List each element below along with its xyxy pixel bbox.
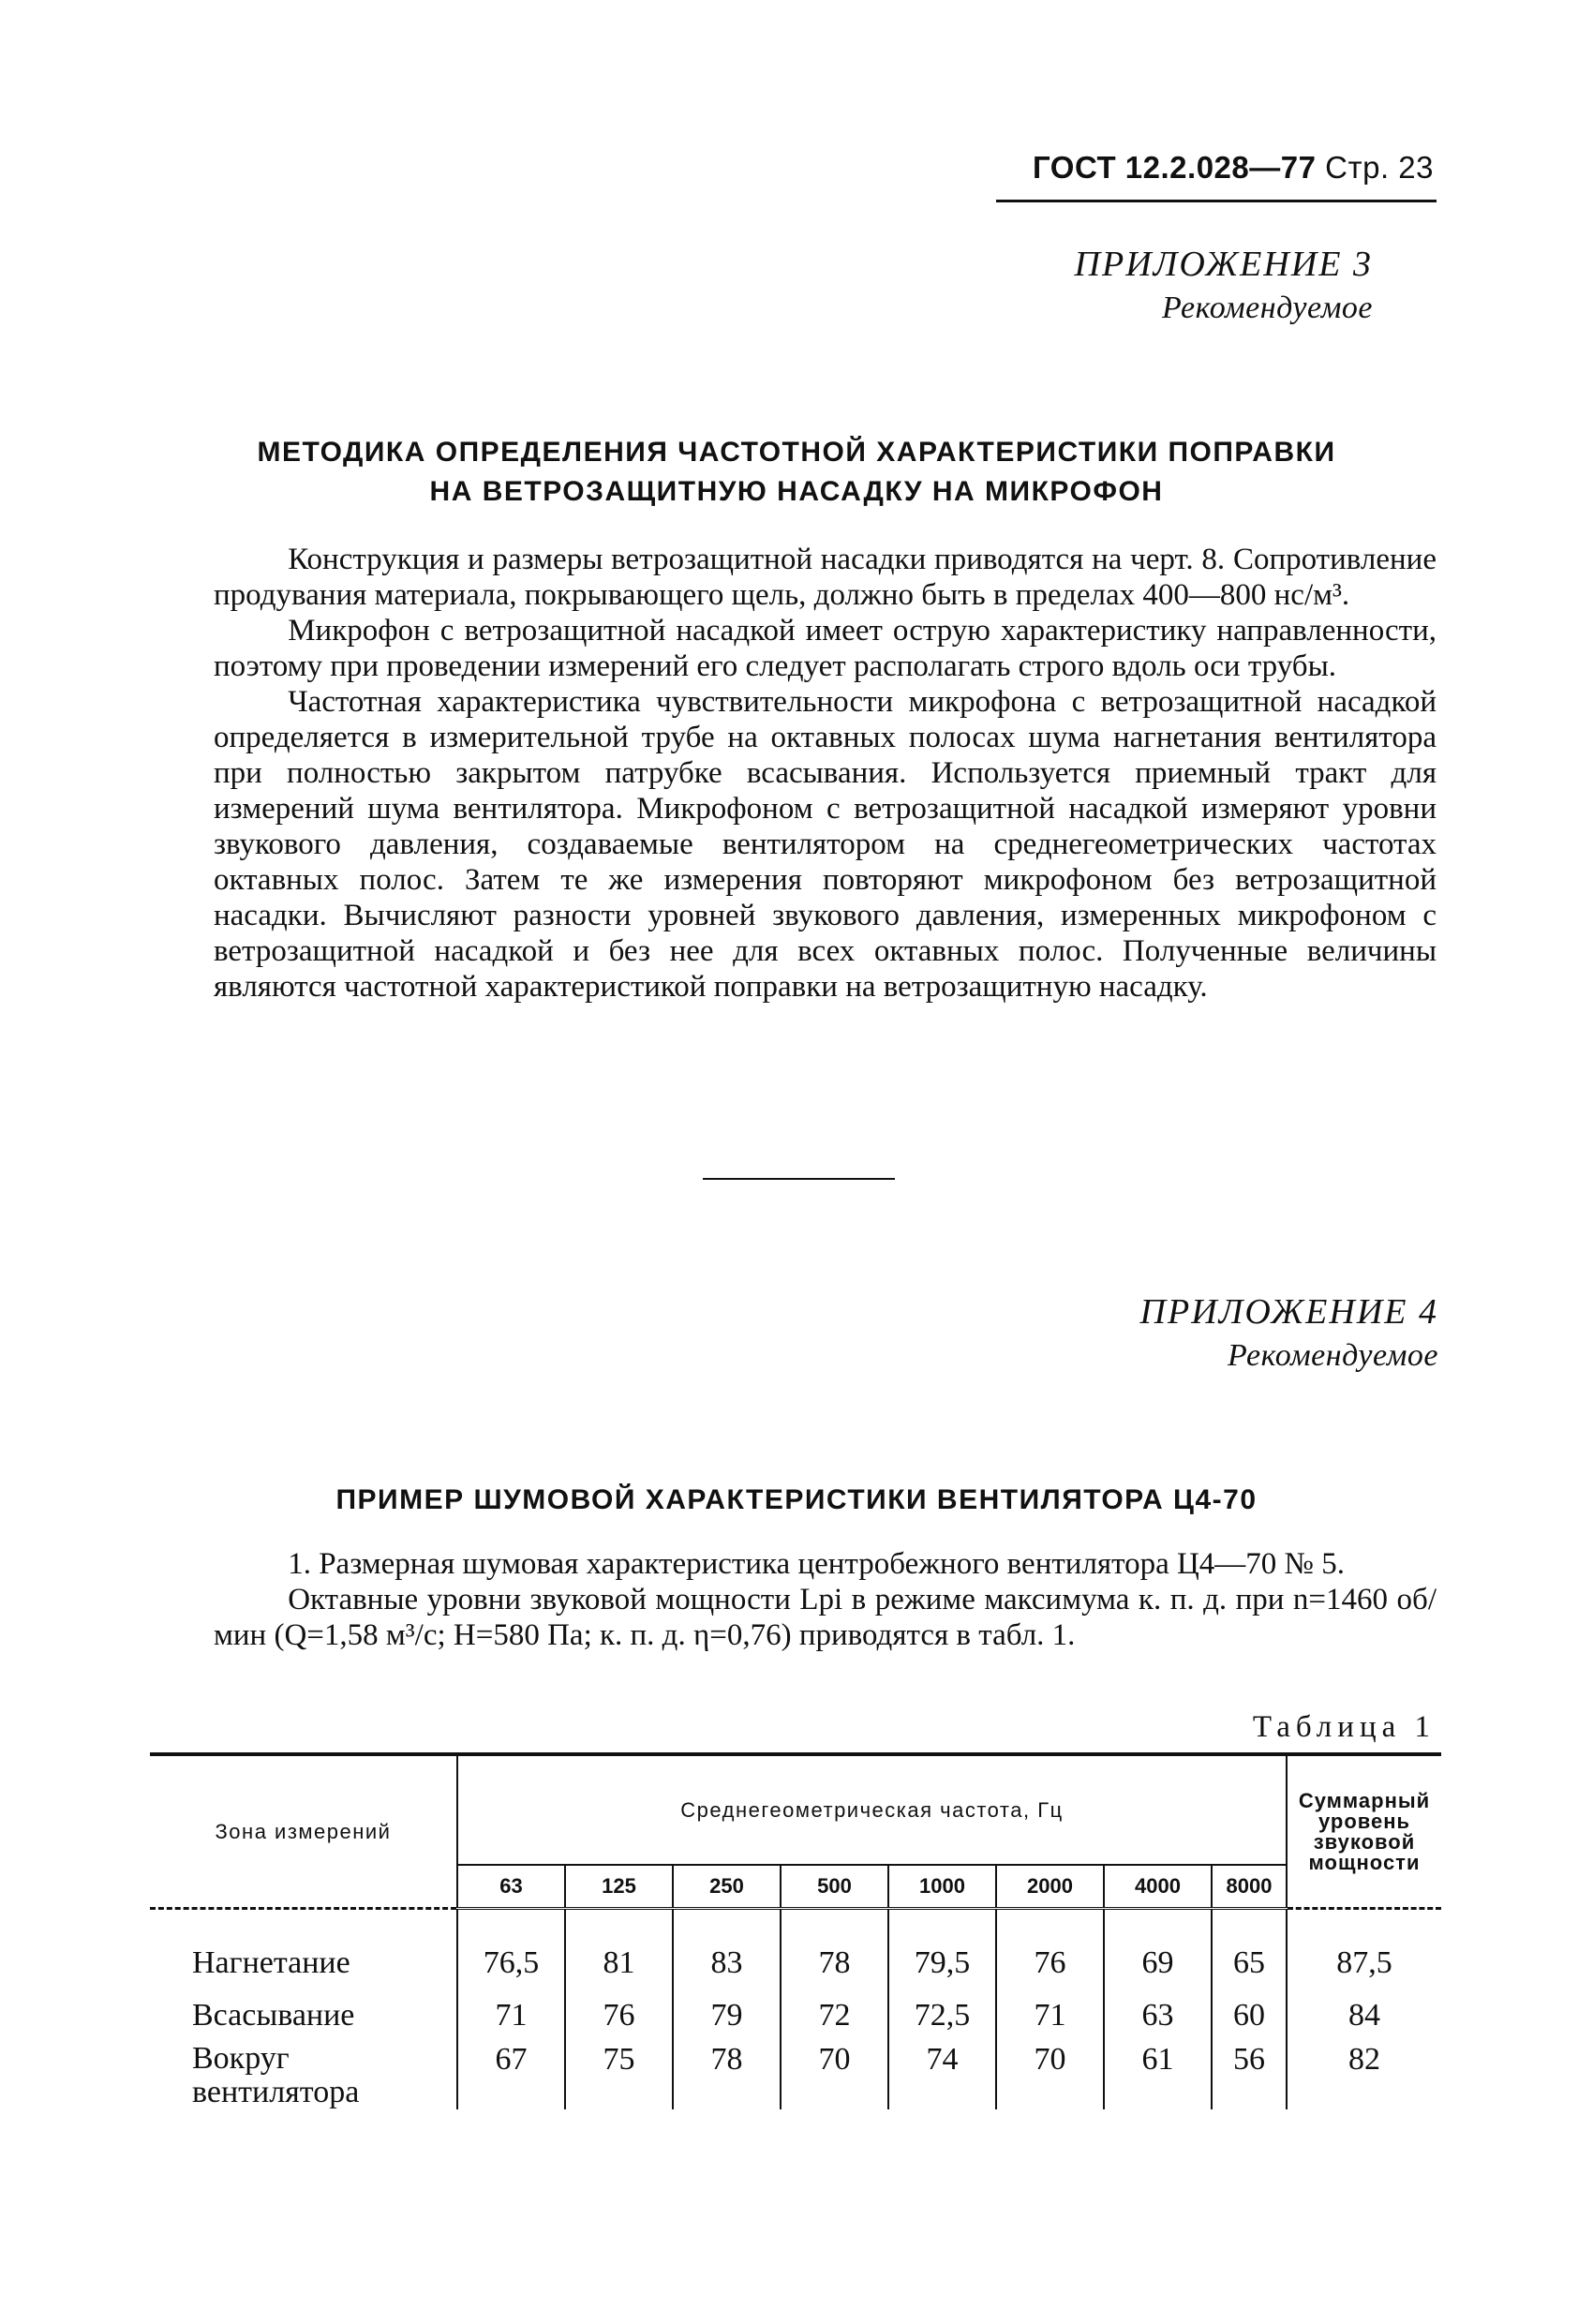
paragraph: Микрофон с ветрозащитной насадкой имеет острую характеристику направленности, поэтому при проведении измерений его следует располагать строго вдоль оси трубы. xyxy=(214,614,1437,683)
value-cell: 70 xyxy=(996,2042,1104,2109)
value-cell: 67 xyxy=(457,2042,565,2109)
value-cell: 79,5 xyxy=(888,1937,996,1989)
appendix-3-body xyxy=(214,542,1437,1005)
value-cell: 79 xyxy=(673,1989,781,2042)
value-cell: 72 xyxy=(781,1989,888,2042)
total-cell: 82 xyxy=(1287,2042,1441,2109)
appendix-4-body xyxy=(214,1546,1437,1653)
table-row xyxy=(150,2042,1441,2109)
zone-cell: Всасывание xyxy=(192,1997,355,2033)
value-cell: 72,5 xyxy=(888,1989,996,2042)
zone-cell: Нагнетание xyxy=(192,1944,350,1980)
header-rule xyxy=(996,200,1437,202)
value-cell: 78 xyxy=(673,2042,781,2109)
value-cell: 83 xyxy=(673,1937,781,1989)
total-cell: 84 xyxy=(1287,1989,1441,2042)
value-cell: 76,5 xyxy=(457,1937,565,1989)
frequency-cell: 8000 xyxy=(1212,1865,1287,1909)
appendix-3-label-block xyxy=(1075,246,1373,325)
paragraph: Конструкция и размеры ветрозащитной насадки приводятся на черт. 8. Сопротивление продувания материала, покрывающего щель, должно быть в пределах 400—800 нс/м³. xyxy=(214,543,1437,612)
value-cell: 81 xyxy=(565,1937,673,1989)
zone-header: Зона измерений xyxy=(150,1754,457,1909)
zone-cell: Вокруг вентилятора xyxy=(192,2040,360,2109)
frequency-cell: 63 xyxy=(457,1865,565,1909)
frequency-cell: 500 xyxy=(781,1865,888,1909)
value-cell: 56 xyxy=(1212,2042,1287,2109)
appendix-4-title: ПРИМЕР ШУМОВОЙ ХАРАКТЕРИСТИКИ ВЕНТИЛЯТОРА Ц4-70 xyxy=(335,1484,1258,1515)
paragraph: Октавные уровни звуковой мощности Lpi в режиме максимума к. п. д. при n=1460 об/мин (Q=1,58 м³/с; H=580 Па; к. п. д. η=0,76) приводятся в табл. 1. xyxy=(214,1583,1437,1652)
table-caption: Таблица 1 xyxy=(1252,1710,1436,1744)
value-cell: 61 xyxy=(1104,2042,1212,2109)
value-cell: 69 xyxy=(1104,1937,1212,1989)
value-cell: 76 xyxy=(565,1989,673,2042)
table-row xyxy=(150,1989,1441,2042)
section-divider xyxy=(703,1178,895,1180)
frequency-cell: 1000 xyxy=(888,1865,996,1909)
document-header xyxy=(1033,150,1434,186)
appendix-4-label: ПРИЛОЖЕНИЕ 4 xyxy=(1139,1292,1438,1332)
value-cell: 63 xyxy=(1104,1989,1212,2042)
appendix-3-label: ПРИЛОЖЕНИЕ 3 xyxy=(1074,245,1373,284)
appendix-3-title-line1: МЕТОДИКА ОПРЕДЕЛЕНИЯ ЧАСТОТНОЙ ХАРАКТЕРИСТИКИ ПОПРАВКИ xyxy=(257,437,1336,468)
frequency-cell: 125 xyxy=(565,1865,673,1909)
gost-number: ГОСТ 12.2.028—77 xyxy=(1033,150,1317,185)
frequency-cell: 2000 xyxy=(996,1865,1104,1909)
value-cell: 74 xyxy=(888,2042,996,2109)
frequency-header: Среднегеометрическая частота, Гц xyxy=(457,1754,1287,1865)
total-header: Суммарный уровень звуковой мощности xyxy=(1287,1754,1441,1909)
noise-table xyxy=(150,1752,1441,2109)
value-cell: 76 xyxy=(996,1937,1104,1989)
paragraph: 1. Размерная шумовая характеристика центробежного вентилятора Ц4—70 № 5. xyxy=(288,1547,1346,1581)
appendix-4-label-block xyxy=(1140,1293,1438,1373)
paragraph: Частотная характеристика чувствительности микрофона с ветрозащитной насадкой определяется в измерительной трубе на октавных полосах шума нагнетания вентилятора при полностью закрытом патрубке всасывания. Используется приемный тракт для измерений шума вентилятора. Микрофоном с ветрозащитной насадкой измеряют уровни звукового давления, создаваемые вентилятором на среднегеометрических частотах октавных полос. Затем те же измерения повторяют микрофоном без ветрозащитной насадки. Вычисляют разности уровней звукового давления, измеренных микрофоном с ветрозащитной насадкой и без нее для всех октавных полос. Полученные величины являются частотной характеристикой поправки на ветрозащитную насадку. xyxy=(214,685,1437,1004)
appendix-4-status: Рекомендуемое xyxy=(1228,1337,1438,1373)
value-cell: 70 xyxy=(781,2042,888,2109)
table-row xyxy=(150,1937,1441,1989)
value-cell: 60 xyxy=(1212,1989,1287,2042)
appendix-3-status: Рекомендуемое xyxy=(1162,290,1373,325)
total-cell: 87,5 xyxy=(1287,1937,1441,1989)
appendix-3-title-line2: НА ВЕТРОЗАЩИТНУЮ НАСАДКУ НА МИКРОФОН xyxy=(429,476,1164,507)
value-cell: 71 xyxy=(996,1989,1104,2042)
appendix-3-title xyxy=(169,433,1424,512)
value-cell: 75 xyxy=(565,2042,673,2109)
value-cell: 65 xyxy=(1212,1937,1287,1989)
frequency-cell: 250 xyxy=(673,1865,781,1909)
value-cell: 71 xyxy=(457,1989,565,2042)
frequency-cell: 4000 xyxy=(1104,1865,1212,1909)
value-cell: 78 xyxy=(781,1937,888,1989)
page-number: Стр. 23 xyxy=(1325,150,1434,185)
